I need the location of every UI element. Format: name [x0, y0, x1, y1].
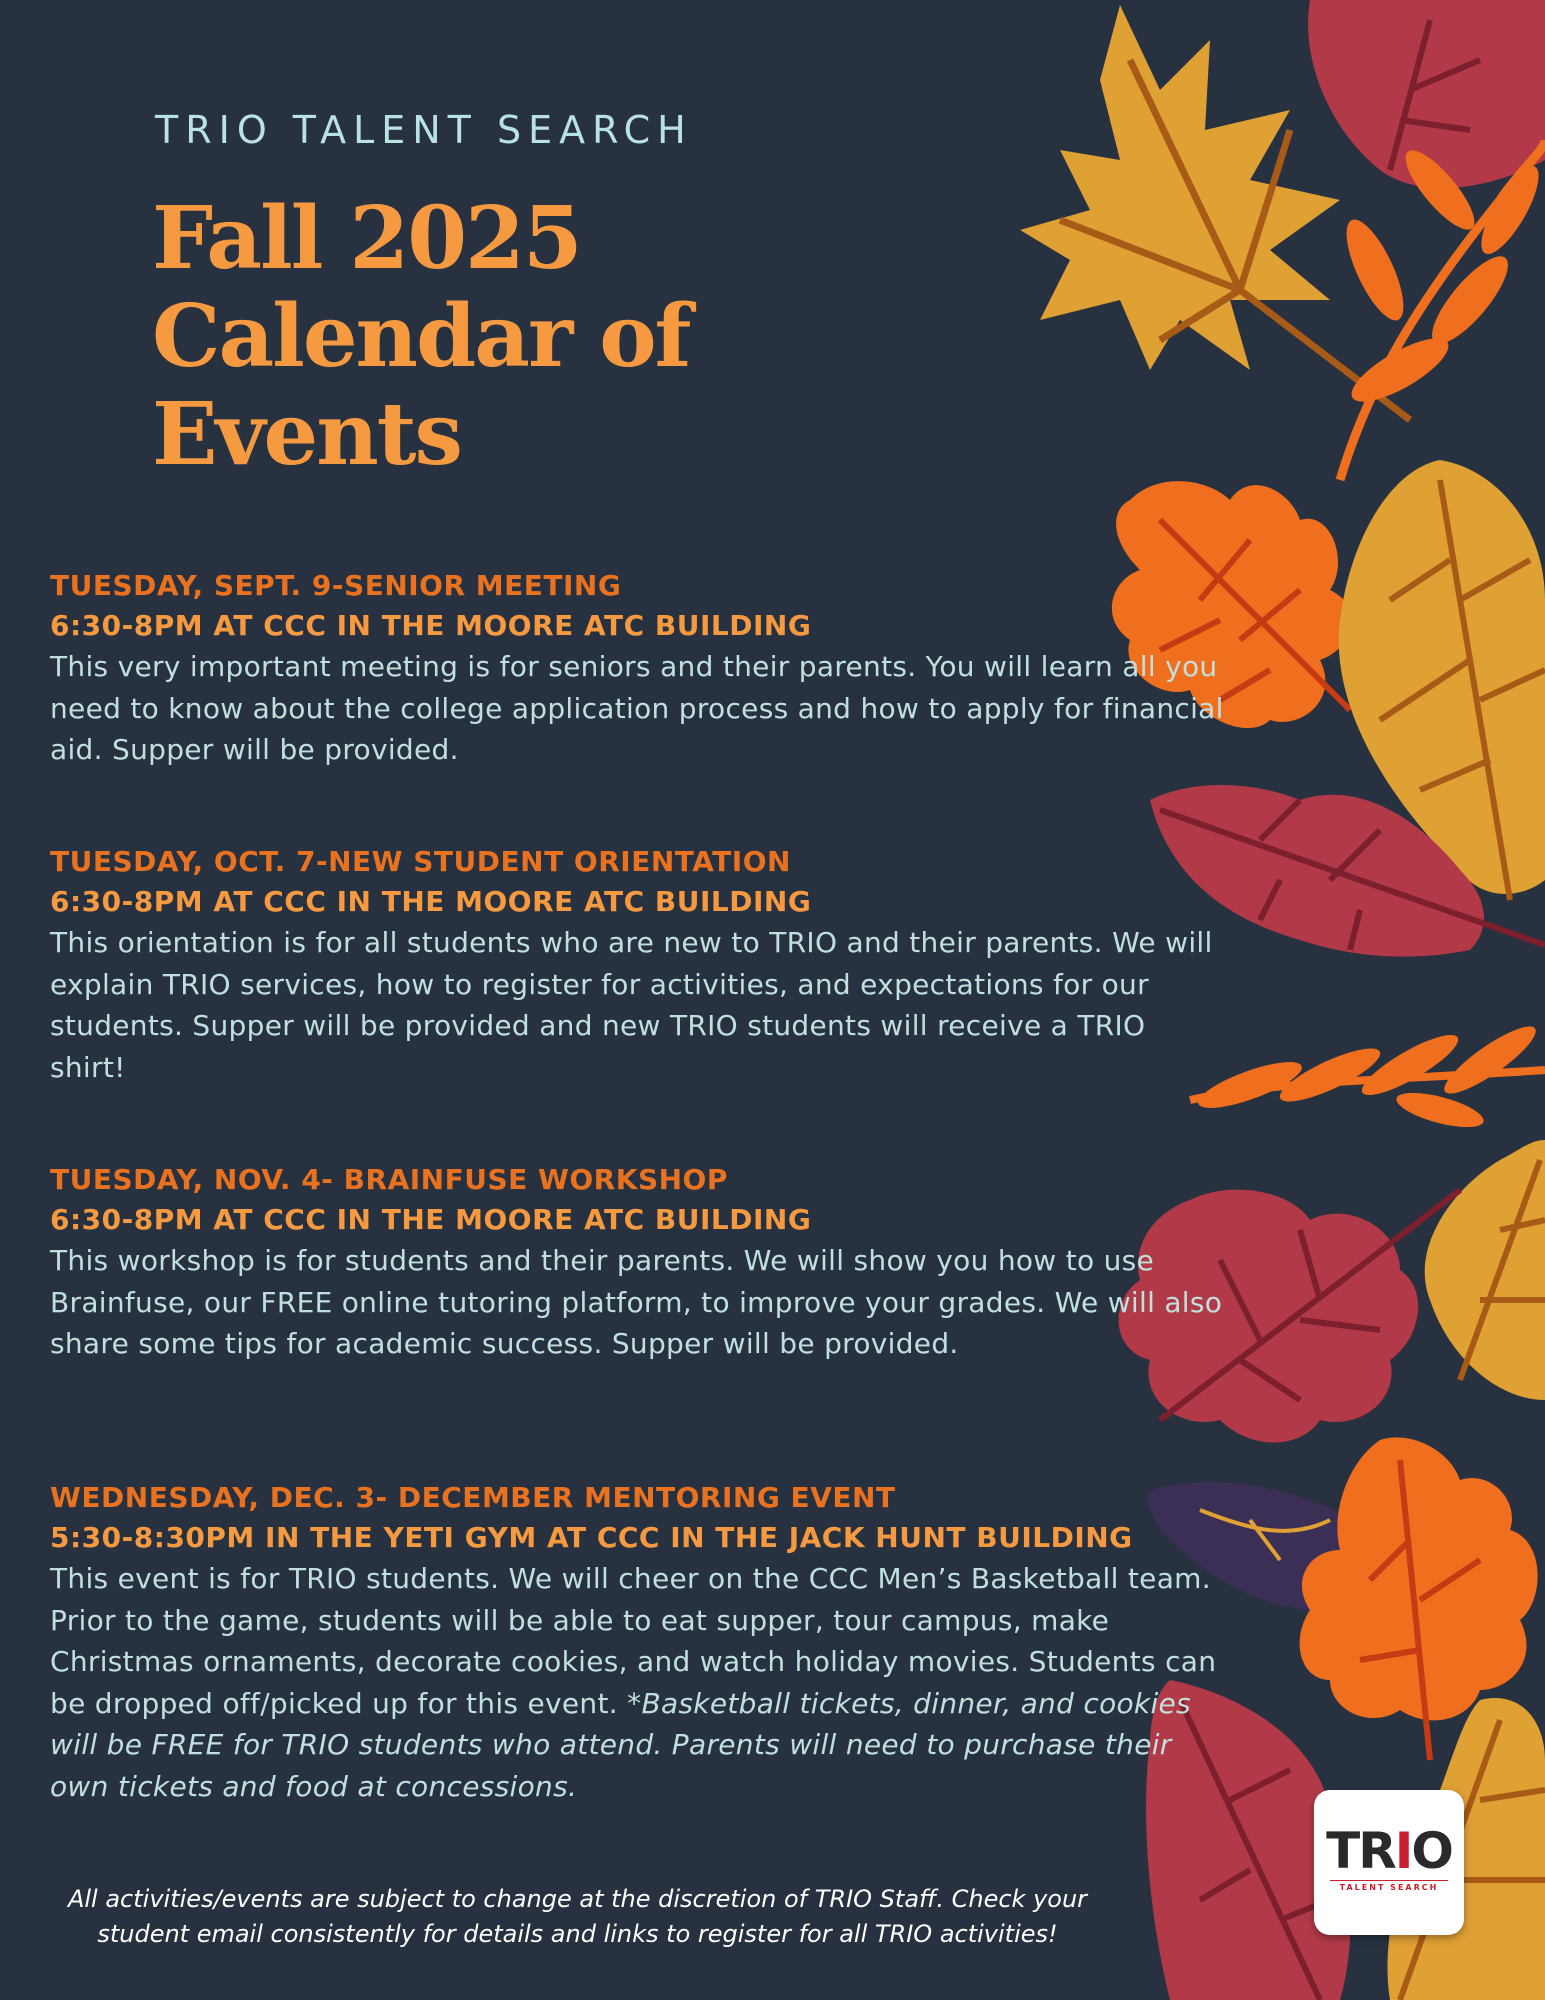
event-date-title: TUESDAY, SEPT. 9-SENIOR MEETING	[50, 569, 622, 602]
event-date-title: TUESDAY, OCT. 7-NEW STUDENT ORIENTATION	[50, 845, 791, 878]
page-title	[152, 190, 772, 484]
event-senior-meeting	[50, 566, 1225, 771]
event-brainfuse-workshop	[50, 1160, 1225, 1365]
footer-disclaimer: All activities/events are subject to change at the discretion of TRIO Staff. Check your student email consistently for details and links to register for all TRIO activities!	[67, 1885, 1088, 1948]
logo-letters: TR	[1326, 1822, 1395, 1880]
event-time-location: 6:30-8PM AT CCC IN THE MOORE ATC BUILDING	[50, 1203, 812, 1236]
event-time-location: 6:30-8PM AT CCC IN THE MOORE ATC BUILDING	[50, 609, 812, 642]
logo-accent-letter: I	[1394, 1822, 1412, 1880]
event-description	[50, 1558, 1225, 1807]
sprig-icon	[1335, 140, 1545, 480]
logo-letters: O	[1411, 1822, 1452, 1880]
event-new-student-orientation	[50, 842, 1225, 1088]
event-description-text: This event is for TRIO students. We will cheer on the CCC Men’s Basketball team. Prior to the game, students will be able to eat supper, tour campus, make Christmas ornaments, decorate cookies, and watch holiday movies. Students can be dropped off/picked up for this event.	[50, 1562, 1217, 1720]
event-note: *Basketball tickets, dinner, and cookies will be FREE for TRIO students who attend. Parents will need to purchase their own tickets and food at concessions.	[50, 1686, 1191, 1803]
event-date-title: WEDNESDAY, DEC. 3- DECEMBER MENTORING EVENT	[50, 1481, 896, 1514]
event-date-title: TUESDAY, NOV. 4- BRAINFUSE WORKSHOP	[50, 1163, 728, 1196]
logo-wordmark	[1314, 1822, 1464, 1880]
logo-subtitle: TALENT SEARCH	[1330, 1880, 1448, 1892]
event-december-mentoring	[50, 1478, 1225, 1807]
event-description: This orientation is for all students who are new to TRIO and their parents. We will explain TRIO services, how to register for activities, and expectations for our students. Supper will be provided and new TRIO students will receive a TRIO shirt!	[50, 926, 1213, 1084]
title-line: Calendar of	[152, 286, 690, 387]
event-time-location: 5:30-8:30PM IN THE YETI GYM AT CCC IN THE JACK HUNT BUILDING	[50, 1521, 1133, 1554]
trio-logo	[1314, 1790, 1464, 1935]
event-description: This workshop is for students and their parents. We will show you how to use Brainfuse, our FREE online tutoring platform, to improve your grades. We will also share some tips for academic success. Supper will be provided.	[50, 1244, 1223, 1360]
leaf-icon	[1425, 1140, 1545, 1400]
title-line: Events	[152, 384, 461, 485]
event-description: This very important meeting is for seniors and their parents. You will learn all you need to know about the college application process and how to apply for financial aid. Supper will be provided.	[50, 650, 1224, 766]
organization-name: TRIO TALENT SEARCH	[155, 108, 693, 152]
event-time-location: 6:30-8PM AT CCC IN THE MOORE ATC BUILDING	[50, 885, 812, 918]
sprig-icon	[1190, 1017, 1545, 1134]
title-line: Fall 2025	[152, 188, 581, 289]
